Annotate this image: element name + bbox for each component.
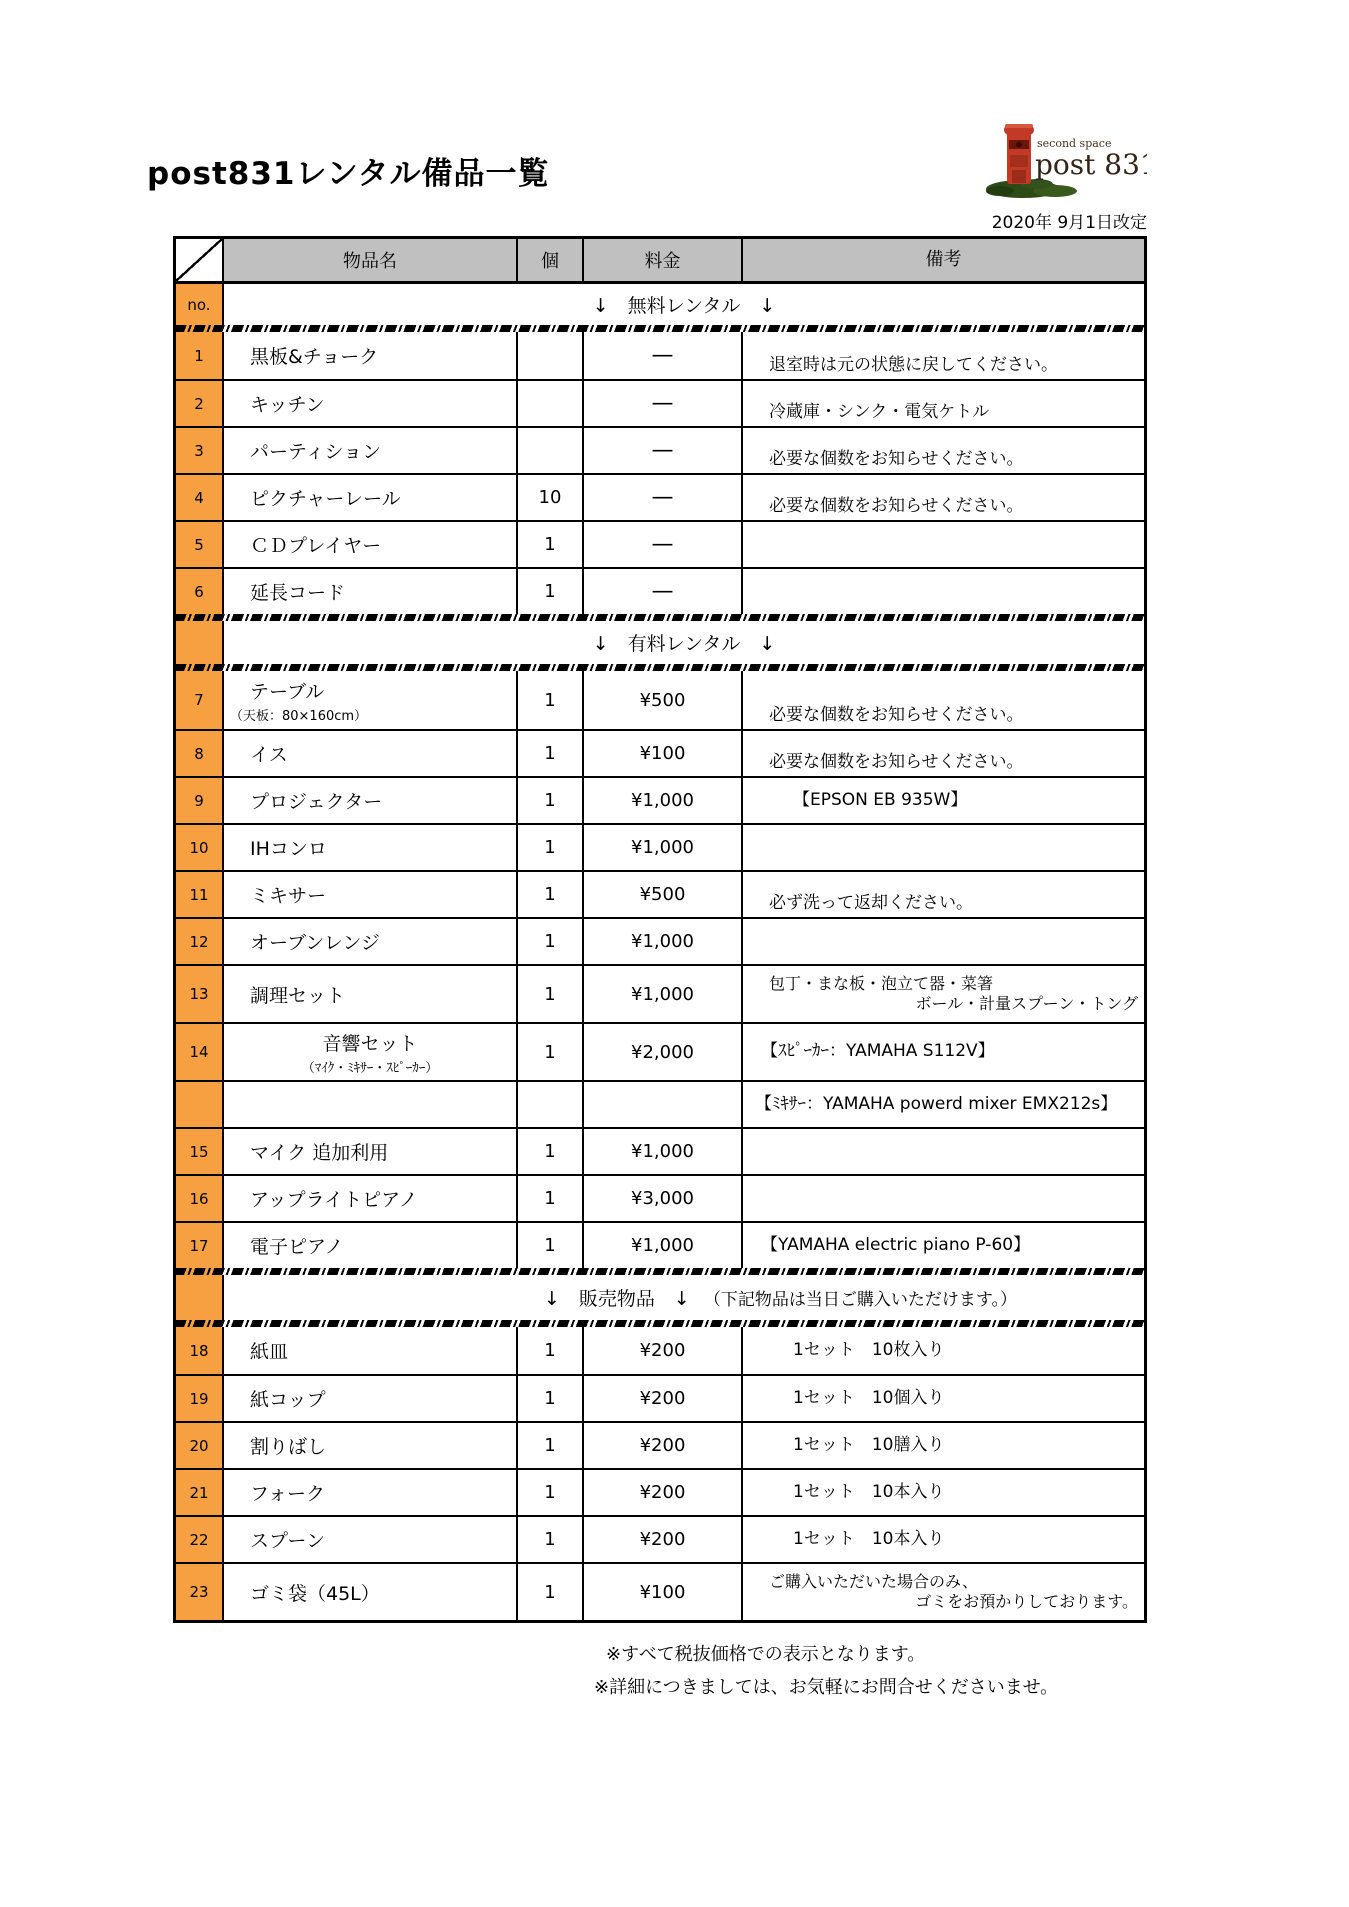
item-name-cell: [222, 1129, 516, 1174]
item-remark: 【EPSON EB 935W】: [793, 789, 968, 810]
item-remark-cell: [741, 522, 1144, 567]
item-remark-cell: [741, 872, 1144, 917]
footnote-contact: ※詳細につきましては、お気軽にお問合せくださいませ。: [594, 1677, 1059, 1698]
item-name-cell: [222, 569, 516, 614]
footnote-tax: ※すべて税抜価格での表示となります。: [606, 1644, 926, 1665]
item-remark-cell: [741, 731, 1144, 776]
table-row: [176, 870, 1144, 917]
table-row: [176, 1374, 1144, 1421]
item-price: ¥200: [582, 1470, 741, 1515]
item-name: 黒板&チョーク: [250, 346, 379, 368]
item-remark: 1セット 10本入り: [793, 1481, 945, 1502]
section-label: ↓ 無料レンタル ↓: [592, 295, 776, 317]
section-row: [176, 284, 1144, 325]
item-price: —: [582, 428, 741, 473]
item-remark-cell: [741, 332, 1144, 379]
header-item-name: 物品名: [222, 239, 516, 281]
item-remark-cell: [741, 919, 1144, 964]
table-row: [176, 1515, 1144, 1562]
item-remark-cell: [741, 428, 1144, 473]
row-number-cell: [176, 621, 222, 664]
section-divider: [176, 1320, 1144, 1327]
item-name: 延長コード: [250, 582, 346, 604]
item-remark-cell: [741, 1327, 1144, 1374]
item-name-cell: [222, 731, 516, 776]
item-remark-cell: [741, 671, 1144, 729]
section-cell: [222, 1275, 1144, 1320]
item-name: オーブンレンジ: [250, 932, 380, 954]
item-price: —: [582, 569, 741, 614]
item-remark: 必要な個数をお知らせください。: [769, 448, 1024, 469]
item-name-cell: [222, 1024, 516, 1080]
item-name: パーティション: [250, 441, 382, 463]
item-name: 紙皿: [250, 1341, 289, 1363]
item-remark-line2: ゴミをお預かりしております。: [915, 1592, 1138, 1611]
postbox-icon: [985, 90, 1147, 204]
item-qty: 1: [516, 1176, 582, 1221]
item-name-cell: [222, 919, 516, 964]
row-number-cell: 15: [176, 1129, 222, 1174]
item-qty: [516, 332, 582, 379]
row-number-cell: no.: [176, 284, 222, 325]
item-qty: 1: [516, 778, 582, 823]
row-number-cell: 3: [176, 428, 222, 473]
item-name-cell: [222, 1564, 516, 1620]
item-name-cell: [222, 1376, 516, 1421]
item-remark-cell: [741, 1423, 1144, 1468]
item-remark-cell: [741, 381, 1144, 426]
item-qty: [516, 1082, 582, 1127]
item-remark: ご購入いただいた場合のみ、: [769, 1572, 978, 1591]
item-qty: 1: [516, 1223, 582, 1268]
table-row: [176, 1562, 1144, 1620]
item-name: イス: [250, 744, 288, 766]
item-remark: 【ｽﾋﾟｰｶｰ：YAMAHA S112V】: [761, 1041, 995, 1062]
section-row: [176, 621, 1144, 664]
item-subtext: （ﾏｲｸ・ﾐｷｻｰ・ｽﾋﾟｰｶｰ）: [301, 1060, 439, 1076]
item-remark-cell: [741, 1470, 1144, 1515]
item-price: ¥500: [582, 872, 741, 917]
item-name-cell: [222, 332, 516, 379]
equipment-table: [173, 236, 1147, 1623]
item-name: ミキサー: [250, 885, 327, 907]
row-number-cell: 16: [176, 1176, 222, 1221]
section-cell: [222, 284, 1144, 325]
item-name: ＣＤプレイヤー: [250, 535, 382, 557]
item-price: ¥200: [582, 1517, 741, 1562]
item-name-cell: [222, 1082, 516, 1127]
item-price: ¥1,000: [582, 919, 741, 964]
logo: [985, 90, 1147, 204]
item-qty: 1: [516, 569, 582, 614]
item-price: ¥1,000: [582, 825, 741, 870]
row-number-cell: 7: [176, 671, 222, 729]
item-name: 割りばし: [250, 1436, 327, 1458]
item-remark: 必要な個数をお知らせください。: [769, 704, 1024, 725]
table-row: [176, 1221, 1144, 1268]
table-row: [176, 1022, 1144, 1080]
table-row: [176, 776, 1144, 823]
item-remark: 【ﾐｷｻｰ：YAMAHA powerd mixer EMX212s】: [755, 1093, 1118, 1114]
item-qty: 10: [516, 475, 582, 520]
item-price: ¥1,000: [582, 1223, 741, 1268]
item-name: フォーク: [250, 1483, 326, 1505]
item-remark-cell: [741, 966, 1144, 1022]
row-number-cell: 10: [176, 825, 222, 870]
item-remark-cell: [741, 778, 1144, 823]
item-name-cell: [222, 966, 516, 1022]
row-number-cell: 11: [176, 872, 222, 917]
item-qty: 1: [516, 1327, 582, 1374]
item-name: プロジェクター: [250, 791, 383, 813]
row-number-cell: 14: [176, 1024, 222, 1080]
item-remark-cell: [741, 475, 1144, 520]
table-row: [176, 426, 1144, 473]
row-number-cell: 4: [176, 475, 222, 520]
item-price: [582, 1082, 741, 1127]
item-price: ¥200: [582, 1376, 741, 1421]
header-remarks: 備考: [741, 239, 1144, 281]
table-row: [176, 1127, 1144, 1174]
table-row: [176, 823, 1144, 870]
section-row: [176, 1275, 1144, 1320]
section-divider: [176, 614, 1144, 621]
table-row: [176, 473, 1144, 520]
item-remark: 1セット 10本入り: [793, 1528, 945, 1549]
item-name: スプーン: [250, 1530, 326, 1552]
header-price: 料金: [582, 239, 741, 281]
item-name: 電子ピアノ: [250, 1236, 344, 1258]
item-remark: 1セット 10個入り: [793, 1387, 945, 1408]
item-remark-cell: [741, 1223, 1144, 1268]
table-row: [176, 917, 1144, 964]
item-price: ¥500: [582, 671, 741, 729]
item-name-cell: [222, 522, 516, 567]
item-remark-cell: [741, 1082, 1144, 1127]
item-remark-cell: [741, 1176, 1144, 1221]
table-row: [176, 520, 1144, 567]
item-price: ¥1,000: [582, 1129, 741, 1174]
item-qty: 1: [516, 671, 582, 729]
row-number-cell: [176, 1082, 222, 1127]
row-number-cell: 19: [176, 1376, 222, 1421]
row-number-cell: 21: [176, 1470, 222, 1515]
item-name-cell: [222, 428, 516, 473]
row-number-cell: 6: [176, 569, 222, 614]
item-name: マイク 追加利用: [250, 1142, 389, 1164]
item-price: ¥2,000: [582, 1024, 741, 1080]
item-name: アップライトピアノ: [250, 1189, 418, 1211]
item-remark-line2: ボール・計量スプーン・トング: [915, 994, 1138, 1013]
item-qty: [516, 381, 582, 426]
item-name: テーブル: [250, 680, 325, 703]
page-title: post831レンタル備品一覧: [147, 156, 550, 192]
table-body: [176, 284, 1144, 1620]
item-remark-cell: [741, 825, 1144, 870]
item-qty: 1: [516, 731, 582, 776]
item-name: 紙コップ: [250, 1389, 326, 1411]
item-remark: 1セット 10枚入り: [793, 1339, 945, 1360]
item-qty: 1: [516, 1024, 582, 1080]
row-number-cell: 17: [176, 1223, 222, 1268]
table-row: [176, 379, 1144, 426]
row-number-cell: 22: [176, 1517, 222, 1562]
item-qty: 1: [516, 966, 582, 1022]
table-row: [176, 1174, 1144, 1221]
item-remark-cell: [741, 1517, 1144, 1562]
item-name-cell: [222, 1176, 516, 1221]
item-price: ¥200: [582, 1423, 741, 1468]
table-header-row: [176, 239, 1144, 284]
table-row: [176, 567, 1144, 614]
row-number-cell: 1: [176, 332, 222, 379]
item-qty: 1: [516, 1564, 582, 1620]
table-row: [176, 729, 1144, 776]
row-number-cell: 9: [176, 778, 222, 823]
table-row: [176, 964, 1144, 1022]
section-label: ↓ 有料レンタル ↓: [592, 633, 776, 655]
item-price: —: [582, 381, 741, 426]
row-number-cell: 18: [176, 1327, 222, 1374]
table-row: [176, 1421, 1144, 1468]
table-row: [176, 1468, 1144, 1515]
row-number-cell: 2: [176, 381, 222, 426]
header-qty: 個: [516, 239, 582, 281]
item-remark-cell: [741, 1564, 1144, 1620]
item-price: ¥1,000: [582, 778, 741, 823]
item-name-cell: [222, 778, 516, 823]
section-divider: [176, 325, 1144, 332]
row-number-cell: 13: [176, 966, 222, 1022]
logo-tagline: second space: [1037, 137, 1112, 150]
section-divider: [176, 664, 1144, 671]
item-qty: 1: [516, 825, 582, 870]
row-number-cell: [176, 1275, 222, 1320]
item-name: 調理セット: [250, 984, 346, 1007]
item-qty: 1: [516, 919, 582, 964]
item-remark: 包丁・まな板・泡立て器・菜箸: [769, 974, 994, 993]
item-remark: 1セット 10膳入り: [793, 1434, 945, 1455]
item-name-cell: [222, 872, 516, 917]
item-remark: 必要な個数をお知らせください。: [769, 495, 1024, 516]
row-number-cell: 20: [176, 1423, 222, 1468]
item-name: ゴミ袋（45L）: [250, 1582, 380, 1605]
item-name-cell: [222, 475, 516, 520]
item-name-cell: [222, 671, 516, 729]
header-corner-diagonal-cell: [176, 239, 222, 281]
section-note: （下記物品は当日ご購入いただけます。）: [703, 1290, 1017, 1310]
item-name: 音響セット: [322, 1032, 418, 1055]
item-remark: 退室時は元の状態に戻してください。: [769, 354, 1058, 375]
item-remark-cell: [741, 1129, 1144, 1174]
item-name: キッチン: [250, 394, 325, 416]
row-number-cell: 5: [176, 522, 222, 567]
item-qty: [516, 428, 582, 473]
row-number-cell: 8: [176, 731, 222, 776]
item-qty: 1: [516, 1470, 582, 1515]
item-qty: 1: [516, 1517, 582, 1562]
item-name-cell: [222, 1517, 516, 1562]
item-price: ¥100: [582, 1564, 741, 1620]
section-cell: [222, 621, 1144, 664]
section-label: ↓ 販売物品 ↓: [544, 1288, 690, 1310]
item-qty: 1: [516, 1376, 582, 1421]
section-divider: [176, 1268, 1144, 1275]
row-number-cell: 23: [176, 1564, 222, 1620]
item-remark: 【YAMAHA electric piano P-60】: [761, 1234, 1031, 1255]
item-qty: 1: [516, 872, 582, 917]
item-name-cell: [222, 1470, 516, 1515]
row-number-cell: 12: [176, 919, 222, 964]
item-qty: 1: [516, 1423, 582, 1468]
item-remark-cell: [741, 1024, 1144, 1080]
table-row: [176, 1080, 1144, 1127]
item-subtext: （天板：80×160cm）: [230, 708, 368, 724]
item-remark-cell: [741, 569, 1144, 614]
item-price: ¥1,000: [582, 966, 741, 1022]
item-name: ピクチャーレール: [250, 488, 401, 510]
item-name-cell: [222, 1327, 516, 1374]
table-row: [176, 1327, 1144, 1374]
item-name-cell: [222, 1223, 516, 1268]
item-price: ¥200: [582, 1327, 741, 1374]
item-price: ¥100: [582, 731, 741, 776]
item-remark: 冷蔵庫・シンク・電気ケトル: [769, 401, 990, 422]
item-qty: 1: [516, 522, 582, 567]
item-price: —: [582, 332, 741, 379]
item-name-cell: [222, 1423, 516, 1468]
table-row: [176, 671, 1144, 729]
item-remark-cell: [741, 1376, 1144, 1421]
item-name: IHコンロ: [250, 838, 327, 860]
item-remark: 必ず洗って返却ください。: [769, 892, 973, 913]
item-price: —: [582, 475, 741, 520]
table-row: [176, 332, 1144, 379]
item-qty: 1: [516, 1129, 582, 1174]
item-name-cell: [222, 825, 516, 870]
item-price: —: [582, 522, 741, 567]
logo-name: post 831: [1035, 148, 1147, 181]
item-remark: 必要な個数をお知らせください。: [769, 751, 1024, 772]
revision-date: 2020年 9月1日改定: [991, 213, 1147, 233]
item-price: ¥3,000: [582, 1176, 741, 1221]
item-name-cell: [222, 381, 516, 426]
